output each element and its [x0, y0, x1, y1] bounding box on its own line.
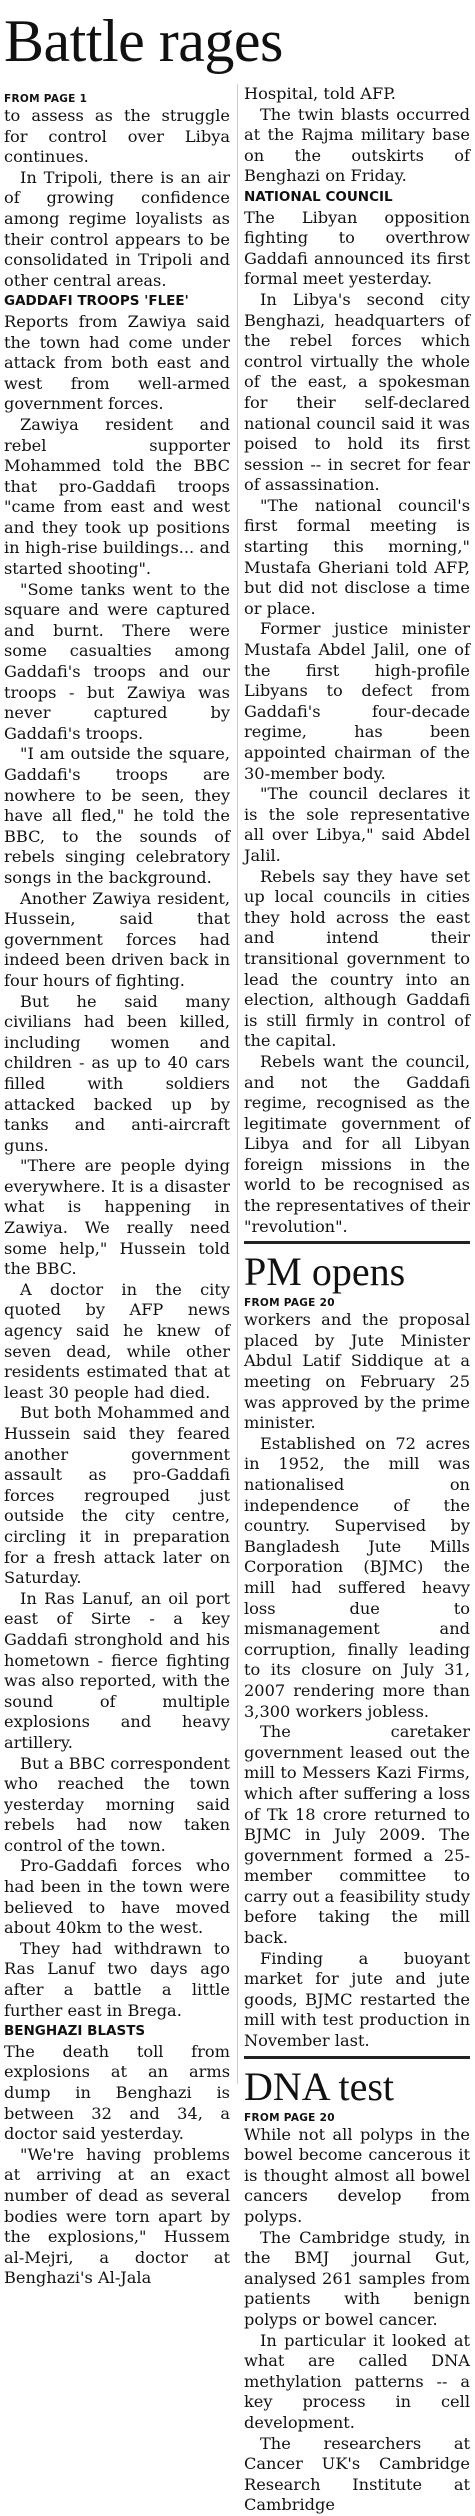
article-paragraph: The death toll from explosions at an arms dump in Benghazi is between 32 and 34, a doctor said yesterday.: [4, 2041, 230, 2144]
article-paragraph: The twin blasts occurred at the Rajma military base on the outskirts of Benghazi on Friday.: [244, 104, 470, 186]
section-rule: [244, 1241, 470, 1244]
article-paragraph: Hospital, told AFP.: [244, 84, 396, 103]
article-paragraph: The caretaker government leased out the mill to Messers Kazi Firms, which after suffering a loss of Tk 18 crore returned to BJMC in July 2009. The government formed a 25-member committee to carry out a feasibility study before taking the mill back.: [244, 1722, 470, 1948]
article-paragraph: But a BBC correspondent who reached the town yesterday morning said rebels had now taken control of the town.: [4, 1753, 230, 1855]
section-rule: [244, 2056, 470, 2059]
article-paragraph: Reports from Zawiya said the town had come under attack from both east and west from well-armed government forces.: [4, 311, 230, 414]
article-paragraph: Former justice minister Mustafa Abdel Jalil, one of the first high-profile Libyans to defect from Gaddafi's four-decade regime, has been appointed chairman of the 30-member body.: [244, 619, 470, 783]
column-divider: [237, 84, 238, 2084]
article-paragraph: Another Zawiya resident, Hussein, said that government forces had indeed been driven back in four hours of fighting.: [4, 888, 230, 990]
subhead-national-council: NATIONAL COUNCIL: [244, 188, 393, 205]
article-paragraph: "We're having problems at arriving at an exact number of dead as several bodies were torn apart by the explosions," Hussem al-Mejri, a doctor at Benghazi's Al-Jala: [4, 2144, 230, 2288]
article-paragraph: In Ras Lanuf, an oil port east of Sirte - a key Gaddafi stronghold and his hometown - fierce fighting was also reported, with the sound of multiple explosions and heavy artillery.: [4, 1588, 230, 1752]
article-paragraph: The Libyan opposition fighting to overthrow Gaddafi announced its first formal meet yesterday.: [244, 207, 470, 289]
article-paragraph: "There are people dying everywhere. It is a disaster what is happening in Zawiya. We really need some help," Hussein told the BBC.: [4, 1156, 230, 1279]
article-paragraph: Zawiya resident and rebel supporter Mohammed told the BBC that pro-Gaddafi troops "came from east and west and they took up positions in high-rise buildings... and started shooting".: [4, 414, 230, 579]
article-paragraph: But he said many civilians had been killed, including women and children - as up to 40 cars filled with soldiers attacked backed up by tanks and anti-aircraft guns.: [4, 991, 230, 1155]
article-paragraph: Rebels say they have set up local councils in cities they hold across the east and intend their transitional government to lead the country into an election, although Gaddafi is still firmly in control of the capital.: [244, 866, 470, 1051]
headline-battle-rages: Battle rages: [4, 8, 283, 74]
subhead-gaddafi-troops-flee: GADDAFI TROOPS 'FLEE': [4, 293, 189, 310]
article-paragraph: The Cambridge study, in the BMJ journal Gut, analysed 261 samples from patients with benign polyps or bowel cancer.: [244, 2227, 470, 2329]
article-paragraph: Rebels want the council, and not the Gaddafi regime, recognised as the legitimate government of Libya and for all Libyan foreign missions in the world to be recognised as the representatives of their "revolution".: [244, 1051, 470, 1236]
article-paragraph: In particular it looked at what are called DNA methylation patterns -- a key process in cell development.: [244, 2330, 470, 2432]
headline-dna-test: DNA test: [244, 2063, 394, 2109]
article-paragraph: The researchers at Cancer UK's Cambridge Research Institute at Cambridge: [244, 2433, 470, 2515]
article-paragraph: "The council declares it is the sole representative all over Libya," said Abdel Jalil.: [244, 784, 470, 865]
article-paragraph: Pro-Gaddafi forces who had been in the town were believed to have moved about 40km to the west.: [4, 1856, 230, 1938]
article-paragraph: In Tripoli, there is an air of growing confidence among regime loyalists as their control appears to be consolidated in Tripoli and other central areas.: [4, 167, 230, 290]
article-paragraph: A doctor in the city quoted by AFP news agency said he knew of seven dead, while other residents estimated that at least 30 people had died.: [4, 1279, 230, 1402]
article-paragraph: In Libya's second city Benghazi, headquarters of the rebel forces which control virtually the whole of the east, a spokesman for their self-declared national council said it was poised to hold its first session -- in secret for fear of assassination.: [244, 289, 470, 495]
article-paragraph: "Some tanks went to the square and were captured and burnt. There were some casualties among Gaddafi's troops and our troops - but Zawiya was never captured by Gaddafi's troops.: [4, 579, 230, 743]
kicker-from-page-20: FROM PAGE 20: [244, 2111, 335, 2124]
kicker-from-page-20: FROM PAGE 20: [244, 1297, 335, 1310]
article-paragraph: workers and the proposal placed by Jute Minister Abdul Latif Siddique at a meeting on February 25 was approved by the prime minister.: [244, 1310, 470, 1433]
article-paragraph: Established on 72 acres in 1952, the mill was nationalised on independence of the country. Supervised by Bangladesh Jute Mills Corporation (BJMC) the mill had suffered heavy loss due to mismanagement and corruption, finally leading to its closure on July 31, 2007 rendering more than 3,300 workers jobless.: [244, 1433, 470, 1721]
article-paragraph: to assess as the struggle for control over Libya continues.: [4, 106, 230, 167]
subhead-benghazi-blasts: BENGHAZI BLASTS: [4, 2023, 146, 2040]
left-column: [4, 90, 230, 2289]
kicker-from-page-1: FROM PAGE 1: [4, 93, 88, 105]
article-paragraph: They had withdrawn to Ras Lanuf two days ago after a battle a little further east in Brega.: [4, 1938, 230, 2020]
right-column: [244, 84, 470, 2516]
article-paragraph: "The national council's first formal meeting is starting this morning," Mustafa Gheriani told AFP, but did not disclose a time or place.: [244, 495, 470, 618]
headline-pm-opens: PM opens: [244, 1249, 406, 1295]
article-paragraph: Finding a buoyant market for jute and jute goods, BJMC restarted the mill with test production in November last.: [244, 1948, 470, 2051]
article-paragraph: "I am outside the square, Gaddafi's troops are nowhere to be seen, they have all fled," he told the BBC, to the sounds of rebels singing celebratory songs in the background.: [4, 744, 230, 887]
article-paragraph: While not all polyps in the bowel become cancerous it is thought almost all bowel cancers develop from polyps.: [244, 2124, 470, 2226]
article-paragraph: But both Mohammed and Hussein said they feared another government assault as pro-Gaddafi forces regrouped just outside the city centre, circling it in preparation for a fresh attack later on Saturday.: [4, 1403, 230, 1588]
